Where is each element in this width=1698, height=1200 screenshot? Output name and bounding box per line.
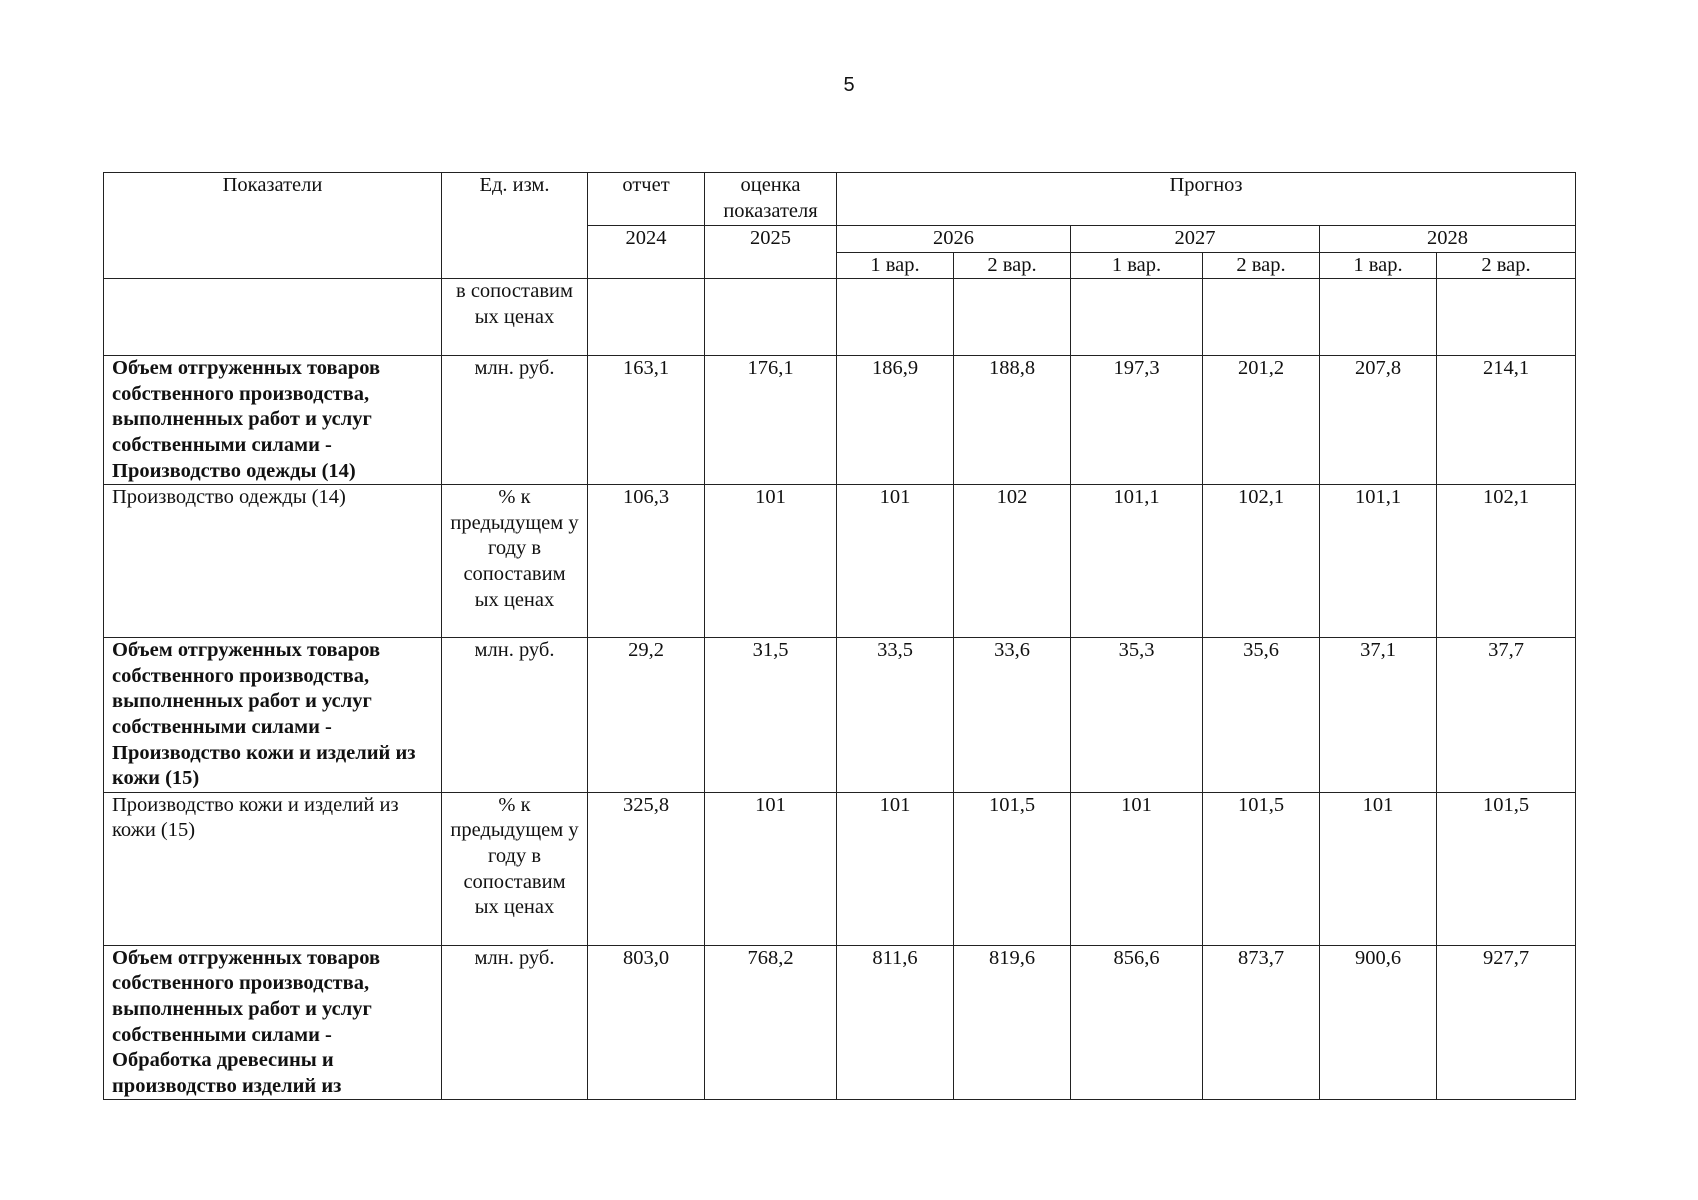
header-variant: 1 вар. (1071, 252, 1203, 279)
cell-value: 102,1 (1203, 485, 1320, 638)
row-unit: в сопоставим ых ценах (442, 279, 588, 356)
header-unit: Ед. изм. (442, 173, 588, 279)
row-unit: % к предыдущем у году в сопоставим ых ценах (442, 792, 588, 945)
cell-value: 35,3 (1071, 638, 1203, 793)
header-year-2025: 2025 (705, 226, 837, 279)
header-variant: 1 вар. (837, 252, 954, 279)
cell-value: 803,0 (588, 945, 705, 1100)
cell-value: 927,7 (1437, 945, 1576, 1100)
cell-value (954, 279, 1071, 356)
header-year-2028: 2028 (1320, 226, 1576, 253)
cell-value: 101 (1320, 792, 1437, 945)
header-forecast: Прогноз (837, 173, 1576, 226)
cell-value (1320, 279, 1437, 356)
forecast-table (103, 172, 1576, 1100)
row-unit: % к предыдущем у году в сопоставим ых ценах (442, 485, 588, 638)
cell-value: 101,5 (1437, 792, 1576, 945)
cell-value (588, 279, 705, 356)
cell-value: 101 (837, 792, 954, 945)
cell-value (705, 279, 837, 356)
cell-value: 29,2 (588, 638, 705, 793)
cell-value: 176,1 (705, 356, 837, 485)
header-report: отчет (588, 173, 705, 226)
cell-value: 188,8 (954, 356, 1071, 485)
cell-value: 102 (954, 485, 1071, 638)
table-row (104, 792, 1576, 945)
cell-value: 101,1 (1071, 485, 1203, 638)
header-variant: 1 вар. (1320, 252, 1437, 279)
cell-value: 101,5 (1203, 792, 1320, 945)
cell-value: 214,1 (1437, 356, 1576, 485)
row-name: Объем отгруженных товаров собственного производства, выполненных работ и услуг собственными силами - Производство одежды (14) (104, 356, 442, 485)
cell-value (837, 279, 954, 356)
header-indicators: Показатели (104, 173, 442, 279)
cell-value: 768,2 (705, 945, 837, 1100)
cell-value: 163,1 (588, 356, 705, 485)
cell-value: 101 (837, 485, 954, 638)
header-variant: 2 вар. (954, 252, 1071, 279)
cell-value: 101 (705, 485, 837, 638)
cell-value (1071, 279, 1203, 356)
cell-value: 101,1 (1320, 485, 1437, 638)
cell-value: 856,6 (1071, 945, 1203, 1100)
cell-value: 31,5 (705, 638, 837, 793)
cell-value: 186,9 (837, 356, 954, 485)
row-name: Объем отгруженных товаров собственного производства, выполненных работ и услуг собственными силами - Обработка древесины и производство изделий из (104, 945, 442, 1100)
table-row (104, 279, 1576, 356)
row-unit: млн. руб. (442, 945, 588, 1100)
cell-value: 37,1 (1320, 638, 1437, 793)
cell-value: 873,7 (1203, 945, 1320, 1100)
cell-value: 197,3 (1071, 356, 1203, 485)
table-row (104, 638, 1576, 793)
header-year-2027: 2027 (1071, 226, 1320, 253)
row-unit: млн. руб. (442, 356, 588, 485)
header-variant: 2 вар. (1203, 252, 1320, 279)
row-unit: млн. руб. (442, 638, 588, 793)
cell-value (1203, 279, 1320, 356)
header-year-2024: 2024 (588, 226, 705, 279)
cell-value: 201,2 (1203, 356, 1320, 485)
cell-value: 35,6 (1203, 638, 1320, 793)
cell-value: 811,6 (837, 945, 954, 1100)
cell-value: 101,5 (954, 792, 1071, 945)
table-row (104, 485, 1576, 638)
header-year-2026: 2026 (837, 226, 1071, 253)
cell-value: 101 (705, 792, 837, 945)
cell-value (1437, 279, 1576, 356)
cell-value: 37,7 (1437, 638, 1576, 793)
row-name: Объем отгруженных товаров собственного производства, выполненных работ и услуг собственными силами - Производство кожи и изделий из кожи (15) (104, 638, 442, 793)
cell-value: 102,1 (1437, 485, 1576, 638)
page-number: 5 (843, 74, 855, 96)
cell-value: 106,3 (588, 485, 705, 638)
cell-value: 33,6 (954, 638, 1071, 793)
cell-value: 900,6 (1320, 945, 1437, 1100)
cell-value: 819,6 (954, 945, 1071, 1100)
table-row (104, 356, 1576, 485)
row-name: Производство одежды (14) (104, 485, 442, 638)
row-name (104, 279, 442, 356)
table-row (104, 945, 1576, 1100)
cell-value: 325,8 (588, 792, 705, 945)
row-name: Производство кожи и изделий из кожи (15) (104, 792, 442, 945)
header-estimate: оценка показателя (705, 173, 837, 226)
header-variant: 2 вар. (1437, 252, 1576, 279)
cell-value: 33,5 (837, 638, 954, 793)
cell-value: 101 (1071, 792, 1203, 945)
cell-value: 207,8 (1320, 356, 1437, 485)
